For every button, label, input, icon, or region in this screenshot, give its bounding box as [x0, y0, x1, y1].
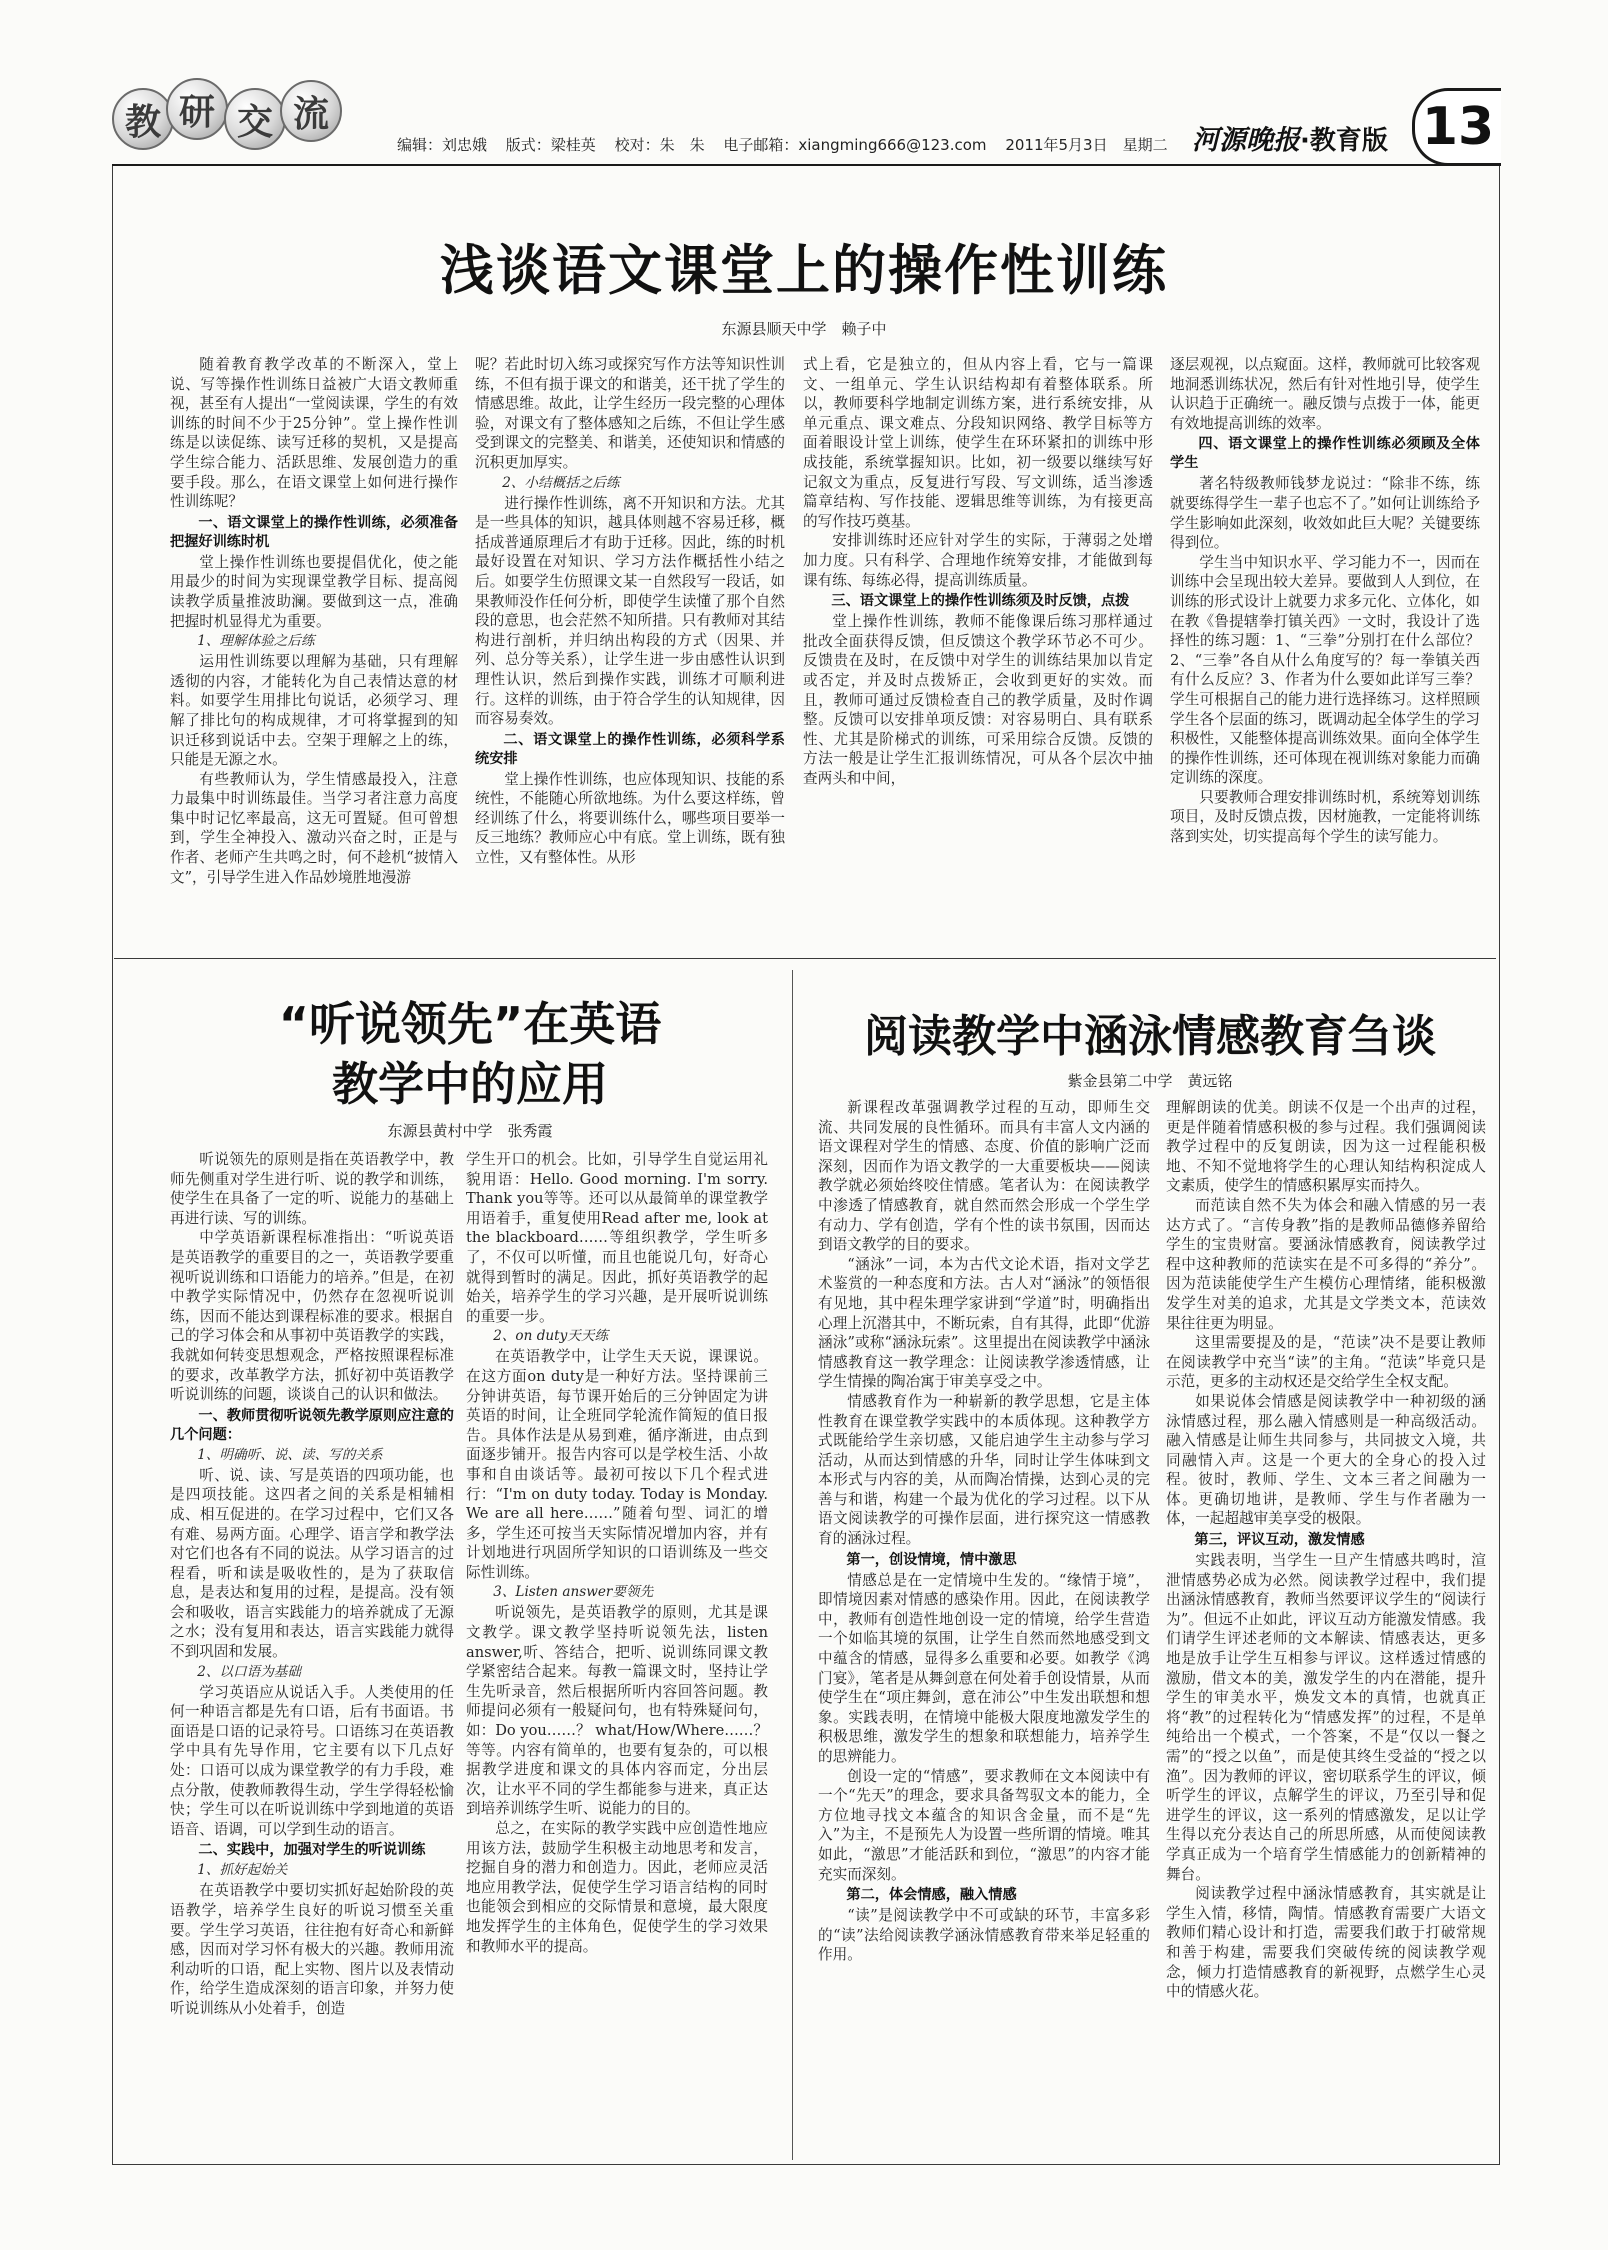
paragraph: 情感教育作为一种崭新的教学思想，它是主体性教育在课堂教学实践中的本质体现。这种教学方式既能给学生亲切感，又能启迪学生主动参与学习活动，从而达到情感的升华，同时让学生体味到文本形式与内容的美，从而陶冶情操，达到心灵的完善与和谐，构建一个最为优化的学习过程。以下从语文阅读教学的可操作层面，进行探究这一情感教育的涵泳过程。 — [818, 1392, 1150, 1548]
article1-column-1 — [170, 355, 458, 920]
subheading: 一、语文课堂上的操作性训练，必须准备把握好训练时机 — [170, 514, 458, 550]
subheading: 三、语文课堂上的操作性训练须及时反馈，点拨 — [831, 593, 1130, 610]
paragraph: 如果说体会情感是阅读教学中一种初级的涵泳情感过程，那么融入情感则是一种高级活动。融入情感是让师生共同参与，共同披文入境，共同融情入声。这是一个更大的全身心的投入过程。彼时，教师、学生、文本三者之间融为一体。更确切地讲，是教师、学生与作者融为一体，一起超越审美享受的极限。 — [1166, 1392, 1486, 1528]
article1-title: 浅谈语文课堂上的操作性训练 — [440, 239, 1168, 302]
paragraph: 在英语教学中要切实抓好起始阶段的英语教学，培养学生良好的听说习惯至关重要。学生学习英语，往往抱有好奇心和新鲜感，因而对学习怀有极大的兴趣。教师用流利动听的口语，配上实物、图片以及表情动作，给学生造成深刻的语言印象，并努力使听说训练从小处着手，创造 — [170, 1882, 454, 2017]
paragraph: 而范读自然不失为体会和融入情感的另一表达方式了。“言传身教”指的是教师品德修养留给学生的宝贵财富。要涵泳情感教育，阅读教学过程中这种教师的范读实在是不可多得的“养分”。因为范读能使学生产生模仿心理情绪，能积极激发学生对美的追求，尤其是文学类文本，范读效果往往更为明显。 — [1166, 1196, 1486, 1332]
paragraph: 著名特级教师钱梦龙说过：“除非不练，练就要练得学生一辈子也忘不了。”如何让训练给予学生影响如此深刻，收效如此巨大呢？关键要练得到位。 — [1170, 475, 1480, 552]
subheading: 2、小结概括之后练 — [502, 474, 620, 491]
subheading: 3、Listen answer要领先 — [493, 1584, 654, 1601]
paragraph: 运用性训练要以理解为基础，只有理解透彻的内容，才能转化为自己表情达意的材料。如要学生用排比句说话，必须学习、理解了排比句的构成规律，才可将掌握到的知识迁移到说话中去。空架于理解之上的练，只能是无源之水。 — [170, 653, 458, 769]
subheading: 1、明确听、说、读、写的关系 — [197, 1446, 383, 1463]
paragraph: “涵泳”一词，本为古代文论术语，指对文学艺术鉴赏的一种态度和方法。古人对“涵泳”的领悟很有见地，其中程朱理学家讲到“学道”时，明确指出心理上沉潜其中，不断玩索，自有其得，此即“优游涵泳”或称“涵泳玩索”。这里提出在阅读教学中涵泳情感教育这一教学理念：让阅读教学渗透情感，让学生情操的陶冶寓于审美享受之中。 — [818, 1255, 1150, 1391]
email-credit: 电子邮箱：xiangming666@123.com — [723, 136, 987, 154]
subheading: 二、实践中，加强对学生的听说训练 — [198, 1842, 426, 1859]
article2-column-1 — [170, 1150, 454, 2135]
section-name: ·教育版 — [1300, 126, 1388, 156]
article1-byline: 东源县顺天中学 赖子中 — [721, 320, 887, 338]
article2-title-line1: “听说领先”在英语 — [278, 997, 662, 1051]
paper-logo — [1192, 118, 1388, 157]
paragraph: 学生开口的机会。比如，引导学生自觉运用礼貌用语：Hello. Good morning. I'm sorry. Thank you等等。还可以从最简单的课堂教学用语着手，重复使用Read after me, look at the blackboard……等组织教学，学生听多了，不仅可以听懂，而且也能说几句，好奇心就得到暂时的满足。因此，抓好英语教学的起始关，培养学生的学习兴趣，是开展听说训练的重要一步。 — [466, 1151, 768, 1325]
paragraph: 理解朗读的优美。朗读不仅是一个出声的过程，更是伴随着情感积极的参与过程。我们强调阅读教学过程中的反复朗读，因为这一过程能积极地、不知不觉地将学生的心理认知结构积淀成人文素质，使学生的情感积累厚实而持久。 — [1166, 1099, 1486, 1195]
paragraph: 中学英语新课程标准指出：“听说英语是英语教学的重要目的之一，英语教学要重视听说训练和口语能力的培养。”但是，在初中教学实际情况中，仍然存在忽视听说训练，因而不能达到课程标准的要求。根据自己的学习体会和从事初中英语教学的实践，我就如何转变思想观念，严格按照课程标准的要求，改革教学方法，抓好初中英语教学听说训练的问题，谈谈自己的认识和做法。 — [170, 1229, 454, 1404]
article3-column-2 — [1166, 1098, 1486, 2138]
page-number: 13 — [1412, 88, 1501, 166]
article1-column-4 — [1170, 355, 1480, 920]
paragraph: 学生当中知识水平、学习能力不一，因而在训练中会呈现出较大差异。要做到人人到位，在训练的形式设计上就要力求多元化、立体化，如在教《鲁提辖拳打镇关西》一文时，我设计了选择性的练习题：1、“三拳”分别打在什么部位？2、“三拳”各自从什么角度写的？每一拳镇关西有什么反应？3、作者为什么要如此详写三拳？学生可根据自己的能力进行选择练习。这样照顾学生各个层面的练习，既调动起全体学生的学习积极性，又能整体提高训练效果。面向全体学生的操作性训练，还可体现在视训练对象能力而确定训练的深度。 — [1170, 553, 1480, 787]
subheading: 第三，评议互动，激发情感 — [1194, 1532, 1365, 1549]
paragraph: 学习英语应从说话入手。人类使用的任何一种语言都是先有口语，后有书面语。书面语是口语的记录符号。口语练习在英语教学中具有先导作用，它主要有以下几点好处：口语可以成为课堂教学的有力手段，难点分散，使教师教得生动，学生学得轻松愉快；学生可以在听说训练中学到地道的英语语音、语调，可以学到生动的语言。 — [170, 1683, 454, 1838]
article2-title-line2: 教学中的应用 — [332, 1057, 608, 1111]
paragraph: 呢？若此时切入练习或探究写作方法等知识性训练，不但有损于课文的和谐美，还干扰了学生的情感思维。故此，让学生经历一段完整的心理体验，对课文有了整体感知之后练，不但让学生感受到课文的完整美、和谐美，还使知识和情感的沉积更加厚实。 — [475, 356, 785, 471]
article3-title: 阅读教学中涵泳情感教育刍谈 — [864, 1011, 1436, 1062]
paragraph: 实践表明，当学生一旦产生情感共鸣时，渲泄情感势必成为必然。阅读教学过程中，我们提出涵泳情感教育，教师当然要评议学生的“阅读行为”。但远不止如此，评议互动方能激发情感。我们请学生评述老师的文本解读、情感表达，更多地是放手让学生互相参与评议。这样透过情感的激励，借文本的美，激发学生的内在潜能，提升学生的审美水平，焕发文本的真情，也就真正将“教”的过程转化为“情感发挥”的过程，不是单纯给出一个模式，一个答案，不是“仅以一餐之需”的“授之以鱼”，而是使其终生受益的“授之以渔”。因为教师的评议，密切联系学生的评议，倾听学生的评议，点解学生的评议，乃至引导和促进学生的评议，这一系列的情感激发，足以让学生得以充分表达自己的所思所感，从而使阅读教学真正成为一个培育学生情感能力的创新精神的舞台。 — [1166, 1552, 1486, 1883]
proof-credit: 校对：朱 朱 — [614, 136, 705, 154]
paragraph: 在英语教学中，让学生天天说，课课说。在这方面on duty是一种好方法。坚持课前三分钟讲英语，每节课开始后的三分钟固定为讲英语的时间，让全班同学轮流作简短的值日报告。具体作法是从易到难，循序渐进，由点到面逐步铺开。报告内容可以是学校生活、小故事和自由谈话等。最初可按以下几个程式进行：“I'm on duty today. Today is Monday. We are all here……”随着句型、词汇的增多，学生还可按当天实际情况增加内容，并有计划地进行巩固所学知识的口语训练及一些交际性训练。 — [466, 1348, 768, 1581]
paragraph: 只要教师合理安排训练时机，系统筹划训练项目，及时反馈点拨，因材施教，一定能将训练落到实处，切实提高每个学生的读写能力。 — [1170, 788, 1480, 846]
paragraph: 堂上操作性训练也要提倡优化，使之能用最少的时间为实现课堂教学目标、提高阅读教学质量推波助澜。要做到这一点，准确把握时机显得尤为重要。 — [170, 553, 458, 630]
section-divider — [114, 958, 1496, 959]
paragraph: 安排训练时还应针对学生的实际，于薄弱之处增加力度。只有科学、合理地作统筹安排，才能做到每课有练、每练必得，提高训练质量。 — [803, 532, 1153, 589]
subheading: 2、以口语为基础 — [197, 1663, 301, 1680]
paragraph: 新课程改革强调教学过程的互动，即师生交流、共同发展的良性循环。而具有丰富人文内涵的语文课程对学生的情感、态度、价值的影响广泛而深刻，因而作为语文教学的一大重要板块——阅读教学就必须始终咬住情感。笔者认为：在阅读教学中渗透了情感教育，就自然而然会形成一个学生学有动力、学有创造，学有个性的读书氛围，因而达到语文教学的目的要求。 — [818, 1099, 1150, 1254]
paragraph: 进行操作性训练，离不开知识和方法。尤其是一些具体的知识，越具体则越不容易迁移，概括成普通原理后才有助于迁移。因此，练的时机最好设置在对知识、学习方法作概括性小结之后。如要学生仿照课文某一自然段写一段话，如果教师没作任何分析，即使学生读懂了那个自然段的意思，也会茫然不知所措。只有教师对其结构进行剖析，并归纳出构段的方式（因果、并列、总分等关系），让学生进一步由感性认识到理性认识，然后到操作实践，训练才可顺利进行。这样的训练，由于符合学生的认知规律，因而容易奏效。 — [475, 494, 785, 728]
paragraph: 这里需要提及的是，“范读”决不是要让教师在阅读教学中充当“读”的主角。“范读”毕竟只是示范，更多的主动权还是交给学生全权支配。 — [1166, 1334, 1486, 1391]
paragraph: 式上看，它是独立的，但从内容上看，它与一篇课文、一组单元、学生认识结构却有着整体联系。所以，教师要科学地制定训练方案，进行系统安排，从单元重点、课文难点、分段知识网络、教学目标等方面着眼设计堂上训练，使学生在环环紧扣的训练中形成技能，系统掌握知识。比如，初一级要以继续写好记叙文为重点，反复进行写段、写文训练，适当渗透篇章结构、写作技能、逻辑思维等训练，为有接更高的写作技巧奠基。 — [803, 356, 1153, 530]
issue-date: 2011年5月3日 星期二 — [1005, 136, 1168, 154]
paragraph: 总之，在实际的教学实践中应创造性地应用该方法，鼓励学生积极主动地思考和发言，挖掘自身的潜力和创造力。因此，老师应灵活地应用教学法，促使学生学习语言结构的同时也能领会到相应的交际情景和意境，最大限度地发挥学生的主体角色，促使学生的学习效果和教师水平的提高。 — [466, 1820, 768, 1955]
subheading: 1、理解体验之后练 — [197, 633, 315, 650]
article1-column-3 — [803, 355, 1153, 920]
paragraph: “读”是阅读教学中不可或缺的环节，丰富多彩的“读”法给阅读教学涵泳情感教育带来举足轻重的作用。 — [818, 1907, 1150, 1964]
paragraph: 听说领先，是英语教学的原则，尤其是课文教学。课文教学坚持听说领先法，listen answer,听、答结合，把听、说训练同课文教学紧密结合起来。每教一篇课文时，坚持让学生先听录音，然后根据所听内容回答问题。教师提问必须有一般疑问句，也有特殊疑问句，如：Do you……？ what/How/Where……？等等。内容有简单的，也要有复杂的，可以根据教学进度和课文的具体内容而定，分出层次，让水平不同的学生都能参与进来，真正达到培养训练学生听、说能力的目的。 — [466, 1604, 768, 1818]
subheading: 第一，创设情境，情中激思 — [846, 1551, 1017, 1568]
article3-byline: 紫金县第二中学 黄远铭 — [1067, 1072, 1233, 1090]
column-char-liu: 流 — [280, 80, 342, 142]
subheading: 第二，体会情感，融入情感 — [846, 1887, 1017, 1904]
column-char-jiao2: 交 — [224, 88, 286, 150]
column-char-yan: 研 — [166, 78, 228, 140]
masthead — [112, 88, 1500, 162]
paragraph: 创设一定的“情感”，要求教师在文本阅读中有一个“先天”的理念，要求具备驾驭文本的能力，全方位地寻找文本蕴含的知识含金量，而不是“先入”为主，不是预先人为设置一些所谓的情境。唯其如此，“激思”才能活跃和到位，“激思”的内容才能充实而深刻。 — [818, 1767, 1150, 1883]
layout-credit: 版式：梁桂英 — [505, 136, 596, 154]
subheading: 四、语文课堂上的操作性训练必须顾及全体学生 — [1170, 436, 1480, 472]
masthead-meta — [397, 134, 1182, 155]
article1-column-2 — [475, 355, 785, 920]
paragraph: 情感总是在一定情境中生发的。“缘情于境”，即情境因素对情感的感染作用。因此，在阅读教学中，教师有创造性地创设一定的情境，给学生营造一个如临其境的氛围，让学生自然而然地感受到文中蕴含的情感，显得多么重要和必要。如教学《鸿门宴》，笔者是从舞剑意在何处着手创设情景，从而使学生在“项庄舞剑，意在沛公”中生发出联想和想象。实践表明，在情境中能极大限度地激发学生的积极思维，激发学生的想象和联想能力，培养学生的思辨能力。 — [818, 1571, 1150, 1765]
subheading: 二、语文课堂上的操作性训练，必须科学系统安排 — [475, 731, 785, 767]
subheading: 一、教师贯彻听说领先教学原则应注意的几个问题： — [170, 1407, 454, 1443]
paragraph: 堂上操作性训练，教师不能像课后练习那样通过批改全面获得反馈，但反馈这个教学环节必不可少。反馈贵在及时，在反馈中对学生的训练结果加以肯定或否定，并及时点拨矫正，会收到更好的实效。而且，教师可通过反馈检查自己的教学质量，及时作调整。反馈可以安排单项反馈：对容易明白、具有联系性、尤其是阶梯式的训练，可采用综合反馈。反馈的方法一般是让学生汇报训练情况，可从各个层次中抽查两头和中间， — [803, 613, 1153, 787]
paper-brand: 河源晚报 — [1192, 125, 1300, 156]
column-divider — [792, 970, 793, 2160]
column-char-jiao: 教 — [112, 88, 174, 150]
paragraph: 有些教师认为，学生情感最投入，注意力最集中时训练最佳。当学习者注意力高度集中时记忆率最高，这无可置疑。但可曾想到，学生全神投入、激动兴奋之时，正是与作者、老师产生共鸣之时，何不趁机“披情入文”，引导学生进入作品妙境胜地漫游 — [170, 770, 458, 886]
paragraph: 听、说、读、写是英语的四项功能，也是四项技能。这四者之间的关系是相辅相成、相互促进的。在学习过程中，它们又各有难、易两方面。心理学、语言学和教学法对它们也各有不同的说法。从学习语言的过程看，听和读是吸收性的，是为了获取信息，是表达和复用的过程，是提高。没有领会和吸收，语言实践能力的培养就成了无源之水；没有复用和表达，语言实践能力就得不到巩固和发展。 — [170, 1466, 454, 1661]
article2-byline: 东源县黄村中学 张秀霞 — [387, 1122, 553, 1140]
editor-credit: 编辑：刘忠娥 — [397, 136, 488, 154]
paragraph: 阅读教学过程中涵泳情感教育，其实就是让学生入情，移情，陶情。情感教育需要广大语文教师们精心设计和打造，需要我们敢于打破常规和善于构建，需要我们突破传统的阅读教学观念，倾力打造情感教育的新视野，点燃学生心灵中的情感火花。 — [1166, 1885, 1486, 2001]
paragraph: 逐层观视，以点窥面。这样，教师就可比较客观地洞悉训练状况，然后有针对性地引导，使学生认识趋于正确统一。融反馈与点拨于一体，能更有效地提高训练的效率。 — [1170, 356, 1480, 432]
subheading: 2、on duty天天练 — [493, 1328, 609, 1345]
article3-column-1 — [818, 1098, 1150, 2138]
article2-column-2 — [466, 1150, 768, 2135]
paragraph: 堂上操作性训练，也应体现知识、技能的系统性，不能随心所欲地练。为什么要这样练，曾经训练了什么，将要训练什么，哪些项目要举一反三地练？教师应心中有底。堂上训练，既有独立性，又有整体性。从形 — [475, 770, 785, 867]
paragraph: 听说领先的原则是指在英语教学中，教师先侧重对学生进行听、说的教学和训练，使学生在具备了一定的听、说能力的基础上再进行读、写的训练。 — [170, 1151, 454, 1227]
subheading: 1、抓好起始关 — [197, 1862, 288, 1879]
paragraph: 随着教育教学改革的不断深入，堂上说、写等操作性训练日益被广大语文教师重视，甚至有人提出“一堂阅读课，学生的有效训练的时间不少于25分钟”。堂上操作性训练是以读促练、读写迁移的契机，又是提高学生综合能力、活跃思维、发展创造力的重要手段。那么，在语文课堂上如何进行操作性训练呢？ — [170, 356, 458, 511]
